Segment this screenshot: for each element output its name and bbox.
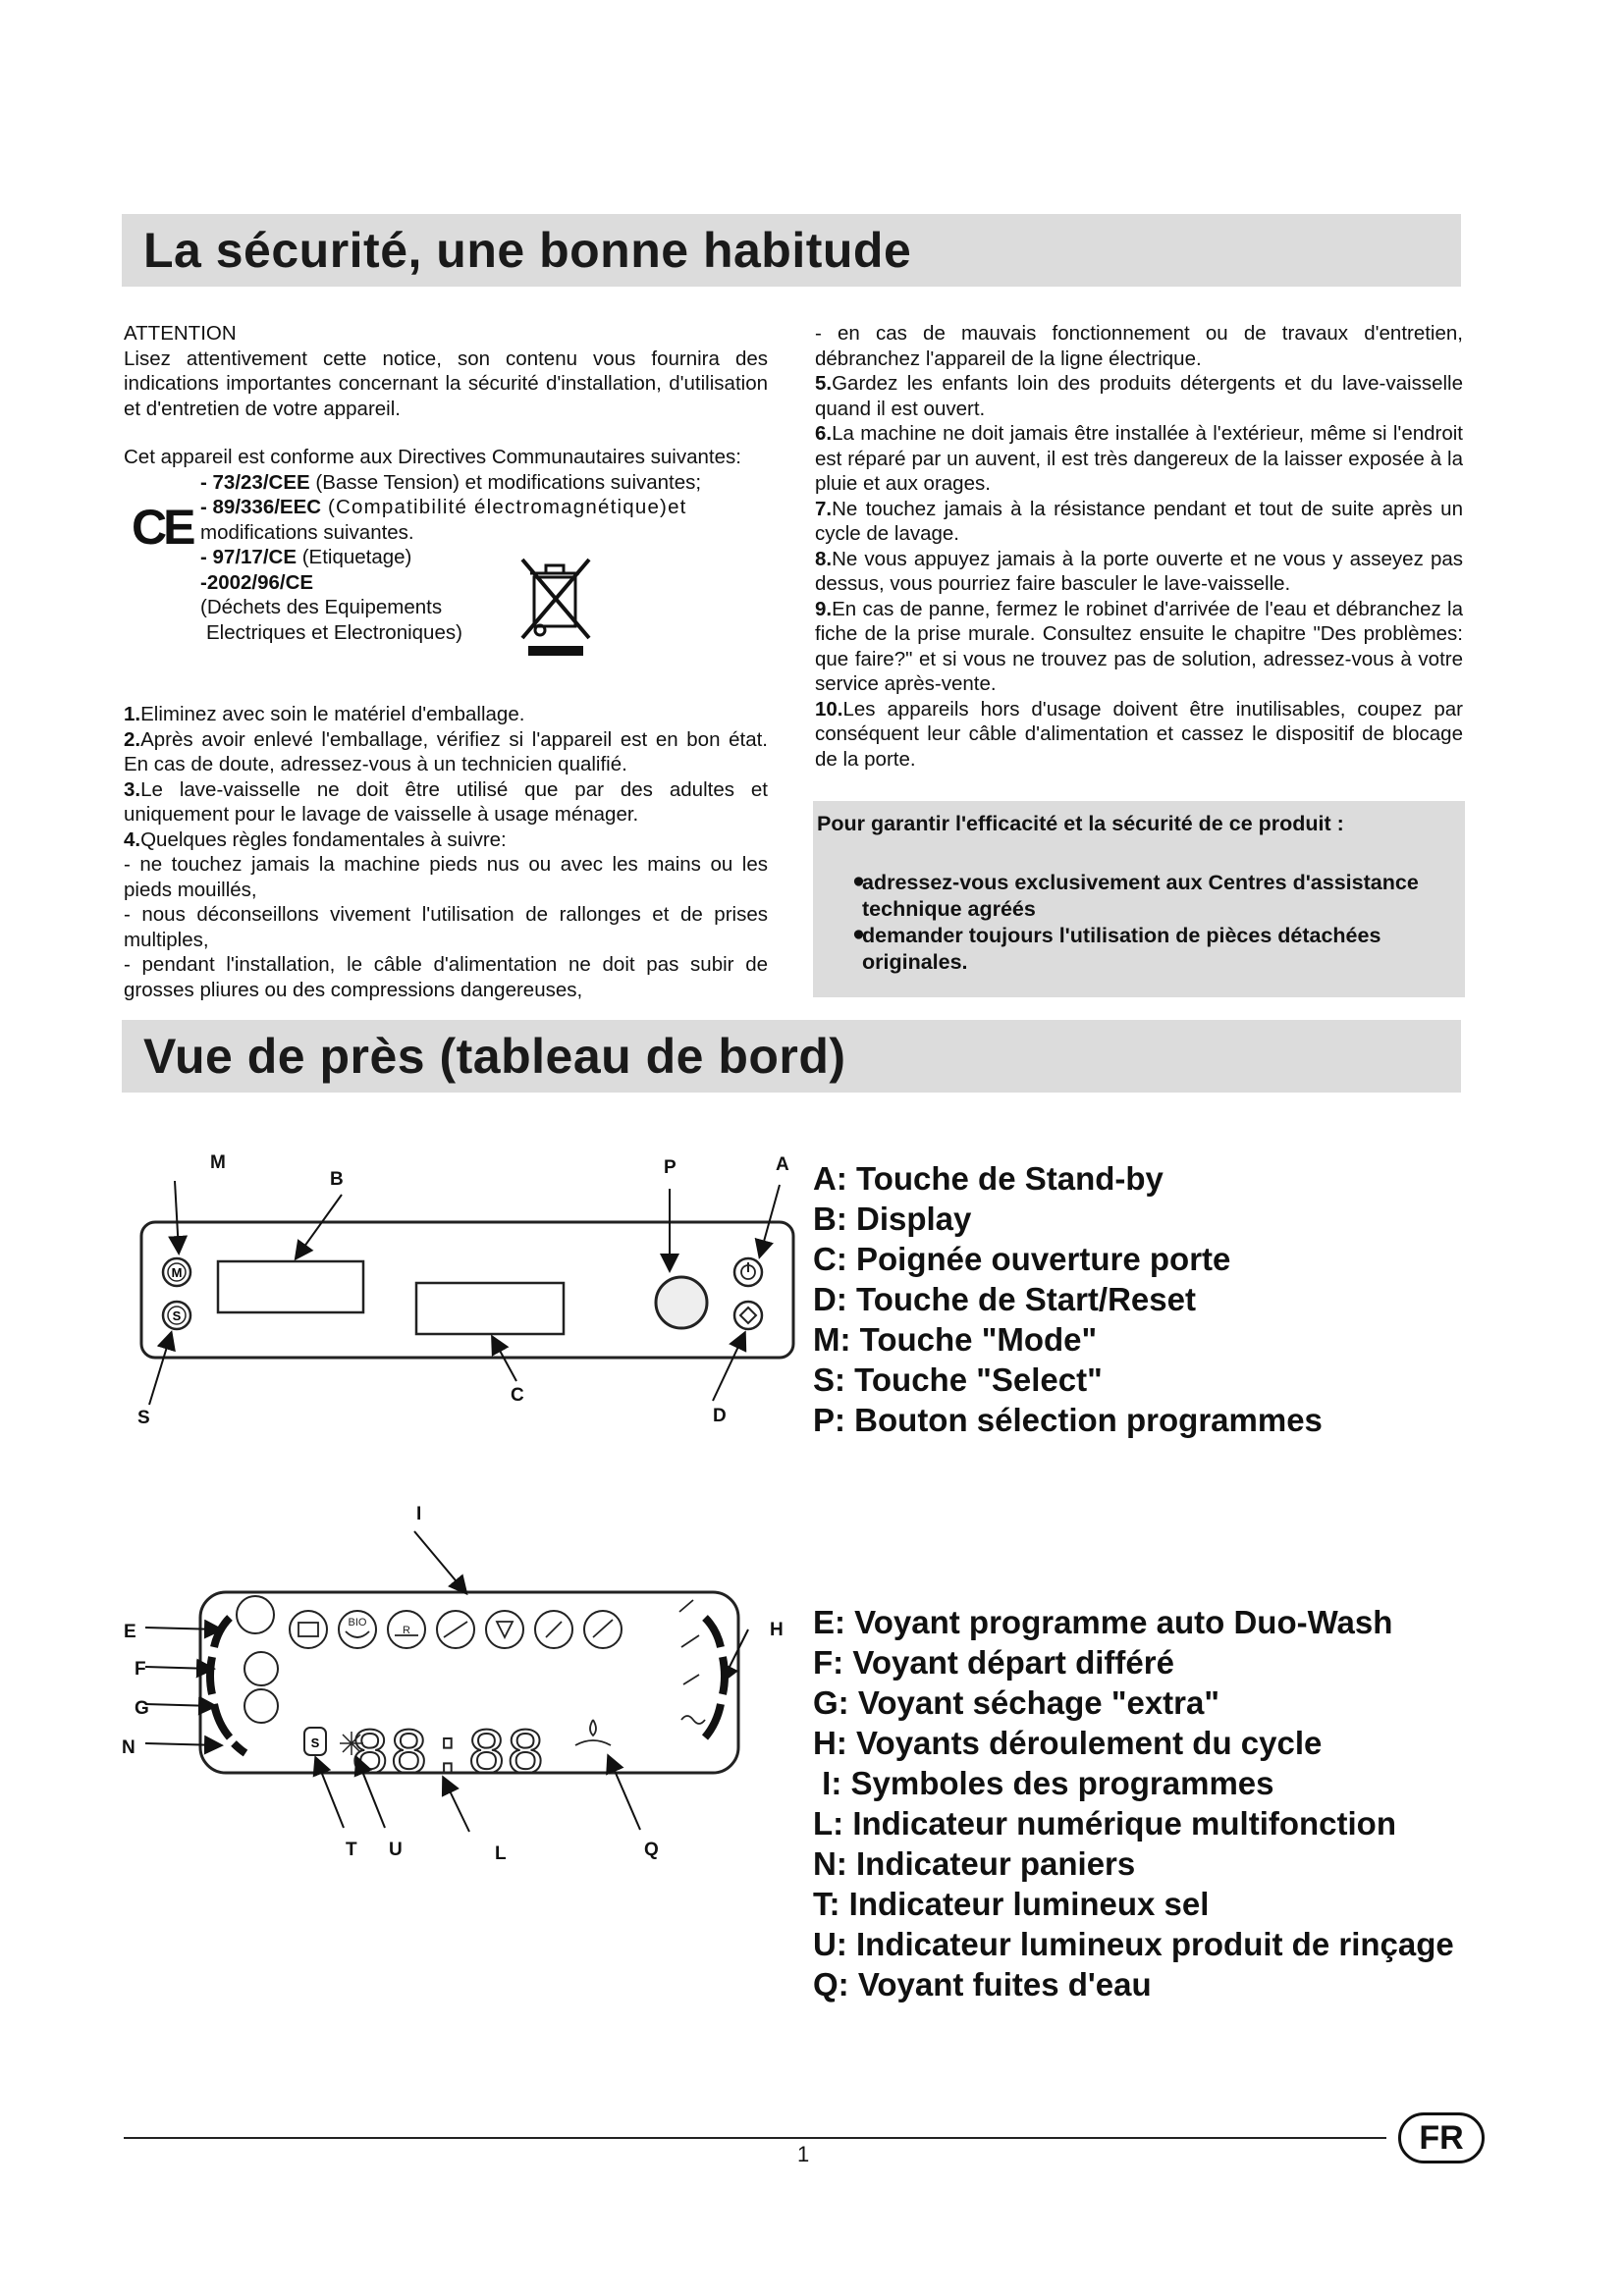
water-leak-indicator-q xyxy=(575,1720,611,1745)
label-g: G xyxy=(135,1698,149,1719)
rule-9: 9.En cas de panne, fermez le robinet d'arrivée de l'eau et débranchez la fiche de la prise murale. Consultez ensuite le chapitre "Des problèmes: que faire?" et si vous ne trouvez pas de solution, adressez-vous à votre service après-vente. xyxy=(815,597,1463,695)
label-u: U xyxy=(389,1840,403,1860)
legend-item: I: Symboles des programmes xyxy=(813,1765,1274,1801)
svg-text:M: M xyxy=(171,1265,183,1280)
rule-3: 3.Le lave-vaisselle ne doit être utilisé que par des adultes et uniquement pour le lavage de vaisselle à usage ménager. xyxy=(124,777,768,826)
legend-item: S: Touche "Select" xyxy=(813,1362,1103,1398)
legend-item: G: Voyant séchage "extra" xyxy=(813,1684,1219,1721)
directive-1: - 73/23/CEE (Basse Tension) et modifications suivantes; xyxy=(200,470,702,494)
label-d: D xyxy=(713,1406,727,1426)
legend-item: C: Poignée ouverture porte xyxy=(813,1241,1231,1277)
bullet-3: - pendant l'installation, le câble d'alimentation ne doit pas subir de grosses pliures ou des compressions dangereuses, xyxy=(124,953,768,1001)
control-panel-diagram xyxy=(124,1153,811,1438)
section-title: Vue de près (tableau de bord) xyxy=(143,1029,846,1084)
right-column xyxy=(815,321,1463,772)
bullet-dot-icon: ● xyxy=(852,869,865,892)
legend-item: E: Voyant programme auto Duo-Wash xyxy=(813,1604,1393,1640)
select-button-s xyxy=(163,1302,190,1329)
note-title: Pour garantir l'efficacité et la sécurité de ce produit : xyxy=(817,812,1344,835)
rule-10: 10.Les appareils hors d'usage doivent être inutilisables, coupez par conséquent leur câble d'alimentation et cassez le dispositif de blocage de la porte. xyxy=(815,697,1463,771)
weee-bin-icon xyxy=(518,556,597,658)
directive-2-cont: modifications suivantes. xyxy=(200,520,414,544)
label-c: C xyxy=(511,1385,524,1406)
program-symbol-icon xyxy=(244,1652,278,1685)
svg-text:S: S xyxy=(310,1735,320,1750)
bullet-2: - nous déconseillons vivement l'utilisation de rallonges et de prises multiples, xyxy=(124,903,768,951)
legend-item: D: Touche de Start/Reset xyxy=(813,1281,1196,1317)
rule-6: 6.La machine ne doit jamais être installée à l'extérieur, même si l'endroit est réparé par un auvent, il est très dangereux de la laisser exposée à la pluie et aux orages. xyxy=(815,422,1463,495)
standby-button-a xyxy=(734,1258,762,1286)
bullet-1: - ne touchez jamais la machine pieds nus ou avec les mains ou les pieds mouillés, xyxy=(124,853,768,901)
program-symbol-icon xyxy=(244,1689,278,1723)
display-b xyxy=(218,1261,363,1312)
label-m: M xyxy=(210,1152,226,1173)
label-a: A xyxy=(776,1154,789,1175)
note-item-2: ● demander toujours l'utilisation de pièces détachées originales. xyxy=(852,922,1381,974)
directive-4-line2: Electriques et Electroniques) xyxy=(206,620,462,644)
basket-arc-left xyxy=(210,1618,245,1753)
safety-note-box xyxy=(813,801,1465,997)
legend-item: L: Indicateur numérique multifonction xyxy=(813,1805,1396,1842)
directive-3: - 97/17/CE (Etiquetage) xyxy=(200,546,412,568)
legend-item: T: Indicateur lumineux sel xyxy=(813,1886,1210,1922)
label-i: I xyxy=(416,1504,422,1524)
rule-4: 4.Quelques règles fondamentales à suivre: xyxy=(124,828,507,851)
legend-item: H: Voyants déroulement du cycle xyxy=(813,1725,1323,1761)
directive-4: -2002/96/CE xyxy=(200,570,314,594)
program-symbol-icon xyxy=(486,1611,523,1648)
section-header-panel xyxy=(122,1020,1461,1093)
rule-8: 8.Ne vous appuyez jamais à la porte ouverte et ne vous y asseyez pas dessus, vous pourriez faire basculer le lave-vaisselle. xyxy=(815,547,1463,595)
door-handle-c xyxy=(416,1283,564,1334)
bullet-dot-icon: ● xyxy=(852,922,865,945)
label-s: S xyxy=(137,1408,150,1428)
attention-heading: ATTENTION xyxy=(124,322,237,345)
digital-display-l: 88:88 xyxy=(350,1719,546,1792)
svg-text:S: S xyxy=(172,1308,182,1323)
directive-2: - 89/336/EEC (Compatibilité électromagnétique)et xyxy=(200,496,687,518)
label-n: N xyxy=(122,1737,135,1758)
program-symbol-icon xyxy=(237,1596,274,1633)
legend-item: N: Indicateur paniers xyxy=(813,1845,1136,1882)
legend-item: M: Touche "Mode" xyxy=(813,1321,1098,1358)
legend-item: B: Display xyxy=(813,1201,972,1237)
label-h: H xyxy=(770,1620,784,1640)
mode-button-m xyxy=(163,1258,190,1286)
page-number: 1 xyxy=(797,2142,810,2166)
rule-1: 1.Eliminez avec soin le matériel d'emballage. xyxy=(124,703,525,725)
bullet-cont: - en cas de mauvais fonctionnement ou de travaux d'entretien, débranchez l'appareil de la ligne électrique. xyxy=(815,322,1463,370)
display-diagram xyxy=(124,1502,811,1875)
program-symbol-icon xyxy=(290,1611,327,1648)
label-t: T xyxy=(346,1840,357,1860)
directives-intro: Cet appareil est conforme aux Directives Communautaires suivantes: xyxy=(124,446,741,468)
intro-text: Lisez attentivement cette notice, son contenu vous fournira des indications importantes concernant la sécurité d'installation, d'utilisation et d'entretien de votre appareil. xyxy=(124,347,768,420)
directive-4-line1: (Déchets des Equipements xyxy=(200,596,443,618)
section-title: La sécurité, une bonne habitude xyxy=(143,223,912,278)
legend-panel xyxy=(813,1158,1323,1440)
label-f: F xyxy=(135,1659,146,1680)
section-header-safety xyxy=(122,214,1461,287)
rule-5: 5.Gardez les enfants loin des produits détergents et du lave-vaisselle quand il est ouvert. xyxy=(815,372,1463,420)
legend-display xyxy=(813,1602,1454,2004)
label-b: B xyxy=(330,1169,344,1190)
label-q: Q xyxy=(644,1840,659,1860)
svg-text:R: R xyxy=(403,1625,410,1636)
label-e: E xyxy=(124,1622,136,1642)
language-badge: FR xyxy=(1398,2112,1485,2163)
start-reset-button-d xyxy=(734,1302,762,1329)
legend-item: P: Bouton sélection programmes xyxy=(813,1402,1323,1438)
legend-item: U: Indicateur lumineux produit de rinçage xyxy=(813,1926,1454,1962)
label-p: P xyxy=(664,1157,677,1178)
left-column xyxy=(124,321,768,645)
label-l: L xyxy=(495,1843,507,1864)
rule-2: 2.Après avoir enlevé l'emballage, vérifiez si l'appareil est en bon état. En cas de doute, adressez-vous à un technicien qualifié. xyxy=(124,727,768,775)
program-knob-p xyxy=(656,1277,707,1328)
ce-mark-logo: CE xyxy=(132,500,192,555)
rule-7: 7.Ne touchez jamais à la résistance pendant et tout de suite après un cycle de lavage. xyxy=(815,497,1463,545)
legend-item: A: Touche de Stand-by xyxy=(813,1160,1164,1197)
legend-item: Q: Voyant fuites d'eau xyxy=(813,1966,1152,2002)
rules-left xyxy=(124,702,768,1002)
cycle-arc-right xyxy=(705,1618,725,1737)
svg-text:BIO: BIO xyxy=(348,1617,367,1629)
legend-item: F: Voyant départ différé xyxy=(813,1644,1174,1681)
footer-rule xyxy=(124,2137,1386,2139)
note-item-1: ● adressez-vous exclusivement aux Centres d'assistance technique agréés xyxy=(852,869,1419,921)
